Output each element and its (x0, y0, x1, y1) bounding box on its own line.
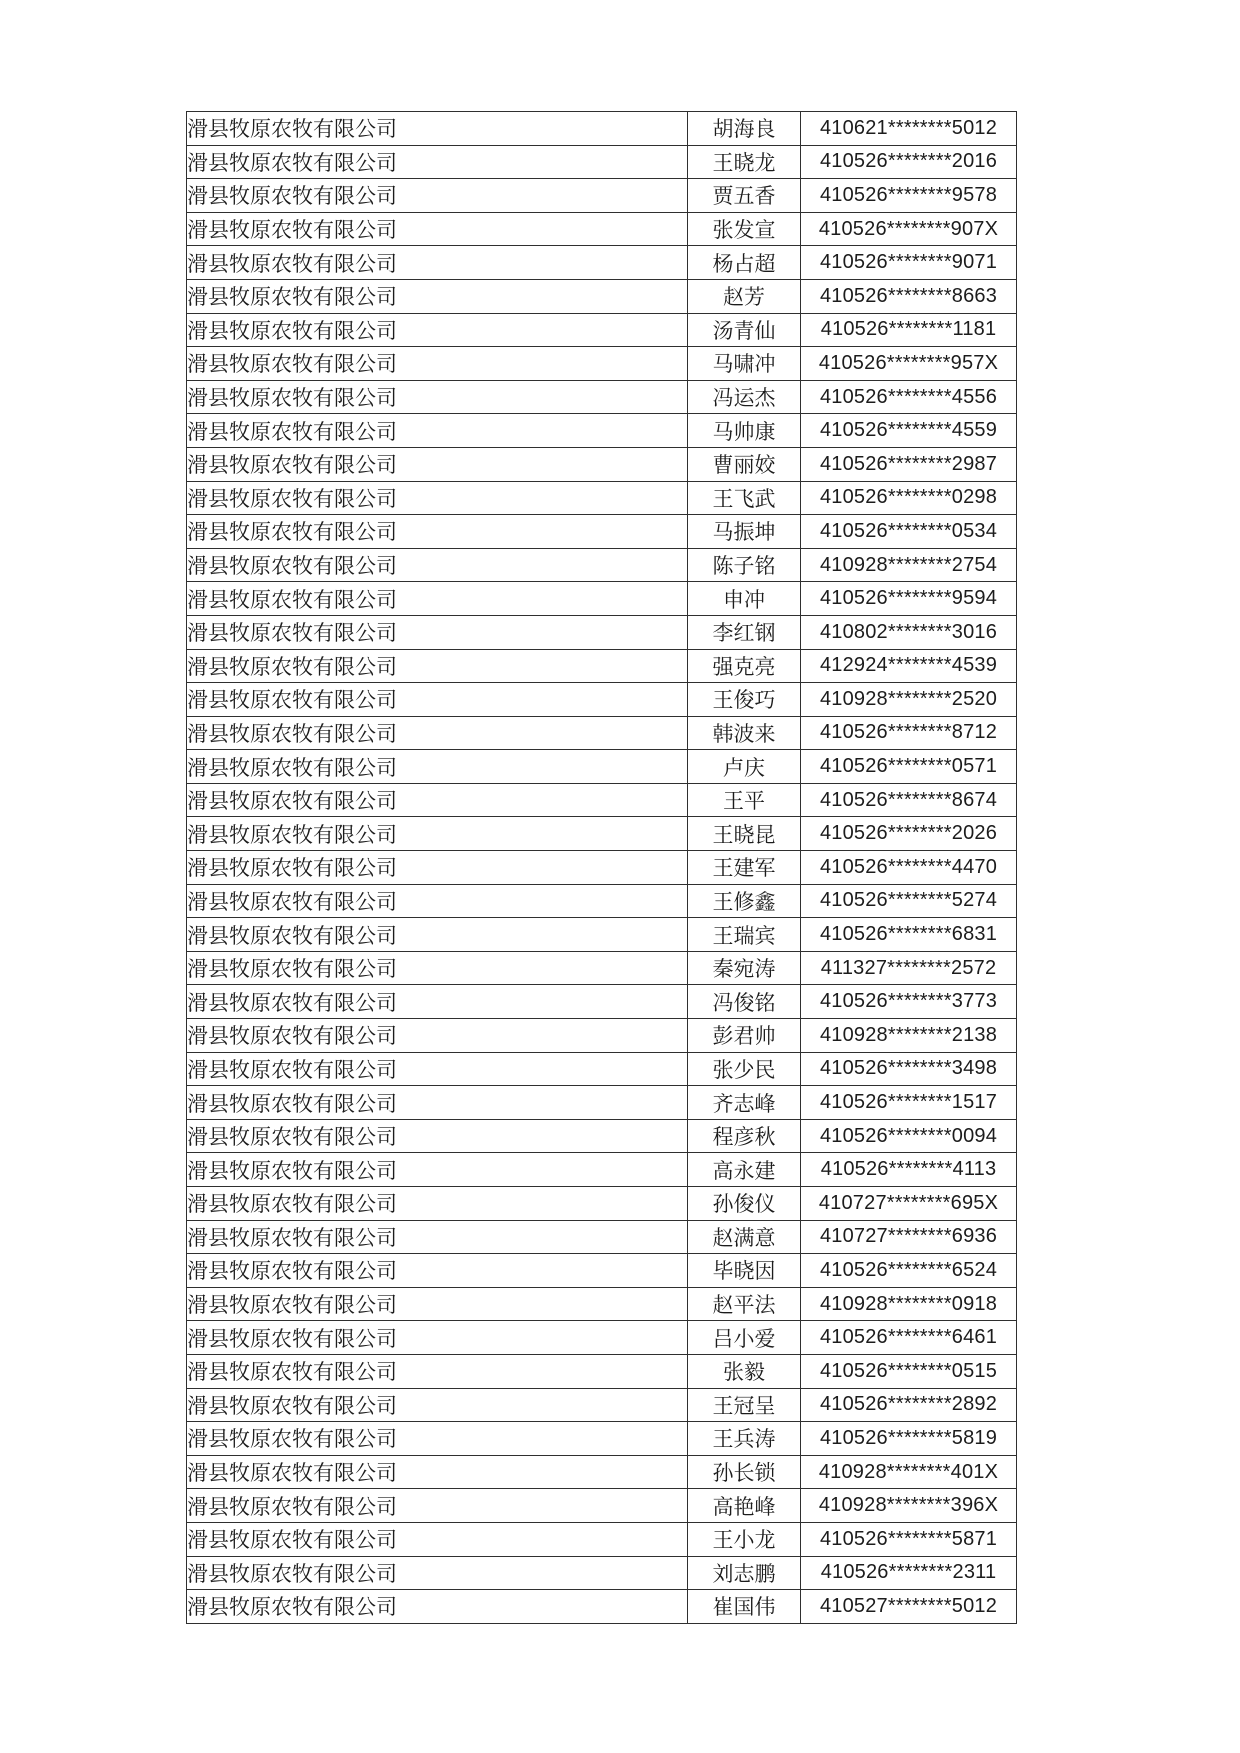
company-cell: 滑县牧原农牧有限公司 (187, 1388, 688, 1422)
table-row (187, 279, 1017, 313)
company-cell: 滑县牧原农牧有限公司 (187, 1086, 688, 1120)
id-number-cell: 410526********2026 (801, 817, 1017, 851)
table-row (187, 1019, 1017, 1053)
id-number-cell: 410526********5871 (801, 1522, 1017, 1556)
id-number-cell: 410526********4470 (801, 851, 1017, 885)
id-number-cell: 410526********957X (801, 347, 1017, 381)
company-cell: 滑县牧原农牧有限公司 (187, 1254, 688, 1288)
person-name-cell: 张少民 (688, 1052, 801, 1086)
person-name-cell: 马帅康 (688, 414, 801, 448)
person-name-cell: 吕小爱 (688, 1321, 801, 1355)
id-number-cell: 410928********401X (801, 1455, 1017, 1489)
id-number-cell: 410526********2016 (801, 145, 1017, 179)
person-name-cell: 崔国伟 (688, 1590, 801, 1624)
table-row (187, 179, 1017, 213)
company-cell: 滑县牧原农牧有限公司 (187, 1321, 688, 1355)
id-number-cell: 410727********6936 (801, 1220, 1017, 1254)
table-row (187, 347, 1017, 381)
person-name-cell: 杨占超 (688, 246, 801, 280)
person-name-cell: 王平 (688, 783, 801, 817)
table-row (187, 1556, 1017, 1590)
company-cell: 滑县牧原农牧有限公司 (187, 884, 688, 918)
table-row (187, 750, 1017, 784)
company-cell: 滑县牧原农牧有限公司 (187, 179, 688, 213)
person-name-cell: 贾五香 (688, 179, 801, 213)
person-name-cell: 张发宣 (688, 212, 801, 246)
company-cell: 滑县牧原农牧有限公司 (187, 918, 688, 952)
id-number-cell: 410928********0918 (801, 1287, 1017, 1321)
person-name-cell: 赵满意 (688, 1220, 801, 1254)
company-cell: 滑县牧原农牧有限公司 (187, 985, 688, 1019)
table-row (187, 716, 1017, 750)
table-row (187, 212, 1017, 246)
company-cell: 滑县牧原农牧有限公司 (187, 817, 688, 851)
table-row (187, 1220, 1017, 1254)
person-name-cell: 强克亮 (688, 649, 801, 683)
id-number-cell: 410526********5819 (801, 1422, 1017, 1456)
person-name-cell: 高艳峰 (688, 1489, 801, 1523)
table-row (187, 783, 1017, 817)
company-cell: 滑县牧原农牧有限公司 (187, 347, 688, 381)
table-row (187, 985, 1017, 1019)
table-row (187, 313, 1017, 347)
company-cell: 滑县牧原农牧有限公司 (187, 1489, 688, 1523)
table-row (187, 649, 1017, 683)
person-name-cell: 韩波来 (688, 716, 801, 750)
person-name-cell: 高永建 (688, 1153, 801, 1187)
company-cell: 滑县牧原农牧有限公司 (187, 1522, 688, 1556)
company-cell: 滑县牧原农牧有限公司 (187, 112, 688, 146)
table-row (187, 951, 1017, 985)
id-number-cell: 410526********0534 (801, 515, 1017, 549)
id-number-cell: 410526********4556 (801, 380, 1017, 414)
company-cell: 滑县牧原农牧有限公司 (187, 716, 688, 750)
person-name-cell: 汤青仙 (688, 313, 801, 347)
table-row (187, 851, 1017, 885)
table-row (187, 246, 1017, 280)
person-name-cell: 王俊巧 (688, 683, 801, 717)
company-cell: 滑县牧原农牧有限公司 (187, 615, 688, 649)
company-cell: 滑县牧原农牧有限公司 (187, 683, 688, 717)
person-name-cell: 王修鑫 (688, 884, 801, 918)
id-number-cell: 410727********695X (801, 1187, 1017, 1221)
company-cell: 滑县牧原农牧有限公司 (187, 313, 688, 347)
id-number-cell: 410526********1181 (801, 313, 1017, 347)
id-number-cell: 410526********9071 (801, 246, 1017, 280)
table-row (187, 1052, 1017, 1086)
person-name-cell: 王晓龙 (688, 145, 801, 179)
id-number-cell: 410526********3773 (801, 985, 1017, 1019)
id-number-cell: 410526********2892 (801, 1388, 1017, 1422)
id-number-cell: 410526********0571 (801, 750, 1017, 784)
person-name-cell: 王冠呈 (688, 1388, 801, 1422)
table-row (187, 918, 1017, 952)
company-cell: 滑县牧原农牧有限公司 (187, 1422, 688, 1456)
id-number-cell: 410526********2311 (801, 1556, 1017, 1590)
person-name-cell: 孙俊仪 (688, 1187, 801, 1221)
id-number-cell: 410526********0094 (801, 1119, 1017, 1153)
person-name-cell: 张毅 (688, 1354, 801, 1388)
table-row (187, 615, 1017, 649)
company-cell: 滑县牧原农牧有限公司 (187, 1590, 688, 1624)
table-row (187, 1153, 1017, 1187)
person-name-cell: 李红钢 (688, 615, 801, 649)
person-name-cell: 胡海良 (688, 112, 801, 146)
table-row (187, 1254, 1017, 1288)
company-cell: 滑县牧原农牧有限公司 (187, 414, 688, 448)
id-number-cell: 410526********6461 (801, 1321, 1017, 1355)
company-cell: 滑县牧原农牧有限公司 (187, 1220, 688, 1254)
id-number-cell: 410928********396X (801, 1489, 1017, 1523)
table-row (187, 683, 1017, 717)
table-row (187, 817, 1017, 851)
person-name-cell: 赵芳 (688, 279, 801, 313)
table-row (187, 1422, 1017, 1456)
company-cell: 滑县牧原农牧有限公司 (187, 246, 688, 280)
company-cell: 滑县牧原农牧有限公司 (187, 279, 688, 313)
id-number-cell: 410928********2138 (801, 1019, 1017, 1053)
company-cell: 滑县牧原农牧有限公司 (187, 1019, 688, 1053)
table-row (187, 1187, 1017, 1221)
table-row (187, 1354, 1017, 1388)
table-row (187, 1489, 1017, 1523)
company-cell: 滑县牧原农牧有限公司 (187, 548, 688, 582)
company-cell: 滑县牧原农牧有限公司 (187, 582, 688, 616)
table-row (187, 447, 1017, 481)
id-number-cell: 410526********4559 (801, 414, 1017, 448)
person-name-cell: 秦宛涛 (688, 951, 801, 985)
person-name-cell: 马啸冲 (688, 347, 801, 381)
roster-table (186, 111, 1017, 1624)
company-cell: 滑县牧原农牧有限公司 (187, 380, 688, 414)
person-name-cell: 王晓昆 (688, 817, 801, 851)
person-name-cell: 马振坤 (688, 515, 801, 549)
table-row (187, 1388, 1017, 1422)
person-name-cell: 毕晓因 (688, 1254, 801, 1288)
company-cell: 滑县牧原农牧有限公司 (187, 1287, 688, 1321)
id-number-cell: 410526********5274 (801, 884, 1017, 918)
company-cell: 滑县牧原农牧有限公司 (187, 649, 688, 683)
company-cell: 滑县牧原农牧有限公司 (187, 750, 688, 784)
table-row (187, 1086, 1017, 1120)
id-number-cell: 410526********2987 (801, 447, 1017, 481)
company-cell: 滑县牧原农牧有限公司 (187, 515, 688, 549)
person-name-cell: 孙长锁 (688, 1455, 801, 1489)
person-name-cell: 申冲 (688, 582, 801, 616)
id-number-cell: 410526********1517 (801, 1086, 1017, 1120)
id-number-cell: 410526********8712 (801, 716, 1017, 750)
company-cell: 滑县牧原农牧有限公司 (187, 783, 688, 817)
id-number-cell: 410526********6831 (801, 918, 1017, 952)
person-name-cell: 彭君帅 (688, 1019, 801, 1053)
id-number-cell: 410526********0515 (801, 1354, 1017, 1388)
company-cell: 滑县牧原农牧有限公司 (187, 1187, 688, 1221)
company-cell: 滑县牧原农牧有限公司 (187, 1354, 688, 1388)
id-number-cell: 410526********9578 (801, 179, 1017, 213)
person-name-cell: 王建军 (688, 851, 801, 885)
company-cell: 滑县牧原农牧有限公司 (187, 951, 688, 985)
id-number-cell: 410928********2520 (801, 683, 1017, 717)
person-name-cell: 程彦秋 (688, 1119, 801, 1153)
person-name-cell: 刘志鹏 (688, 1556, 801, 1590)
id-number-cell: 410526********9594 (801, 582, 1017, 616)
table-row (187, 1590, 1017, 1624)
table-row (187, 548, 1017, 582)
person-name-cell: 齐志峰 (688, 1086, 801, 1120)
table-row (187, 582, 1017, 616)
table-row (187, 380, 1017, 414)
id-number-cell: 410802********3016 (801, 615, 1017, 649)
table-row (187, 1522, 1017, 1556)
person-name-cell: 王瑞宾 (688, 918, 801, 952)
person-name-cell: 赵平法 (688, 1287, 801, 1321)
table-row (187, 884, 1017, 918)
table-row (187, 414, 1017, 448)
company-cell: 滑县牧原农牧有限公司 (187, 1052, 688, 1086)
id-number-cell: 410621********5012 (801, 112, 1017, 146)
table-row (187, 515, 1017, 549)
company-cell: 滑县牧原农牧有限公司 (187, 851, 688, 885)
company-cell: 滑县牧原农牧有限公司 (187, 1455, 688, 1489)
person-name-cell: 王小龙 (688, 1522, 801, 1556)
company-cell: 滑县牧原农牧有限公司 (187, 1153, 688, 1187)
id-number-cell: 410526********4113 (801, 1153, 1017, 1187)
company-cell: 滑县牧原农牧有限公司 (187, 212, 688, 246)
id-number-cell: 412924********4539 (801, 649, 1017, 683)
table-row (187, 145, 1017, 179)
person-name-cell: 陈子铭 (688, 548, 801, 582)
table-row (187, 112, 1017, 146)
table-row (187, 1455, 1017, 1489)
id-number-cell: 410526********6524 (801, 1254, 1017, 1288)
company-cell: 滑县牧原农牧有限公司 (187, 1119, 688, 1153)
id-number-cell: 410526********907X (801, 212, 1017, 246)
person-name-cell: 王飞武 (688, 481, 801, 515)
roster-table-body (187, 112, 1017, 1624)
id-number-cell: 410526********0298 (801, 481, 1017, 515)
id-number-cell: 410928********2754 (801, 548, 1017, 582)
company-cell: 滑县牧原农牧有限公司 (187, 145, 688, 179)
person-name-cell: 卢庆 (688, 750, 801, 784)
id-number-cell: 410526********3498 (801, 1052, 1017, 1086)
id-number-cell: 410527********5012 (801, 1590, 1017, 1624)
table-row (187, 1287, 1017, 1321)
id-number-cell: 410526********8663 (801, 279, 1017, 313)
company-cell: 滑县牧原农牧有限公司 (187, 1556, 688, 1590)
person-name-cell: 冯俊铭 (688, 985, 801, 1019)
company-cell: 滑县牧原农牧有限公司 (187, 447, 688, 481)
person-name-cell: 王兵涛 (688, 1422, 801, 1456)
person-name-cell: 冯运杰 (688, 380, 801, 414)
person-name-cell: 曹丽姣 (688, 447, 801, 481)
table-row (187, 481, 1017, 515)
table-row (187, 1321, 1017, 1355)
company-cell: 滑县牧原农牧有限公司 (187, 481, 688, 515)
id-number-cell: 411327********2572 (801, 951, 1017, 985)
table-row (187, 1119, 1017, 1153)
id-number-cell: 410526********8674 (801, 783, 1017, 817)
